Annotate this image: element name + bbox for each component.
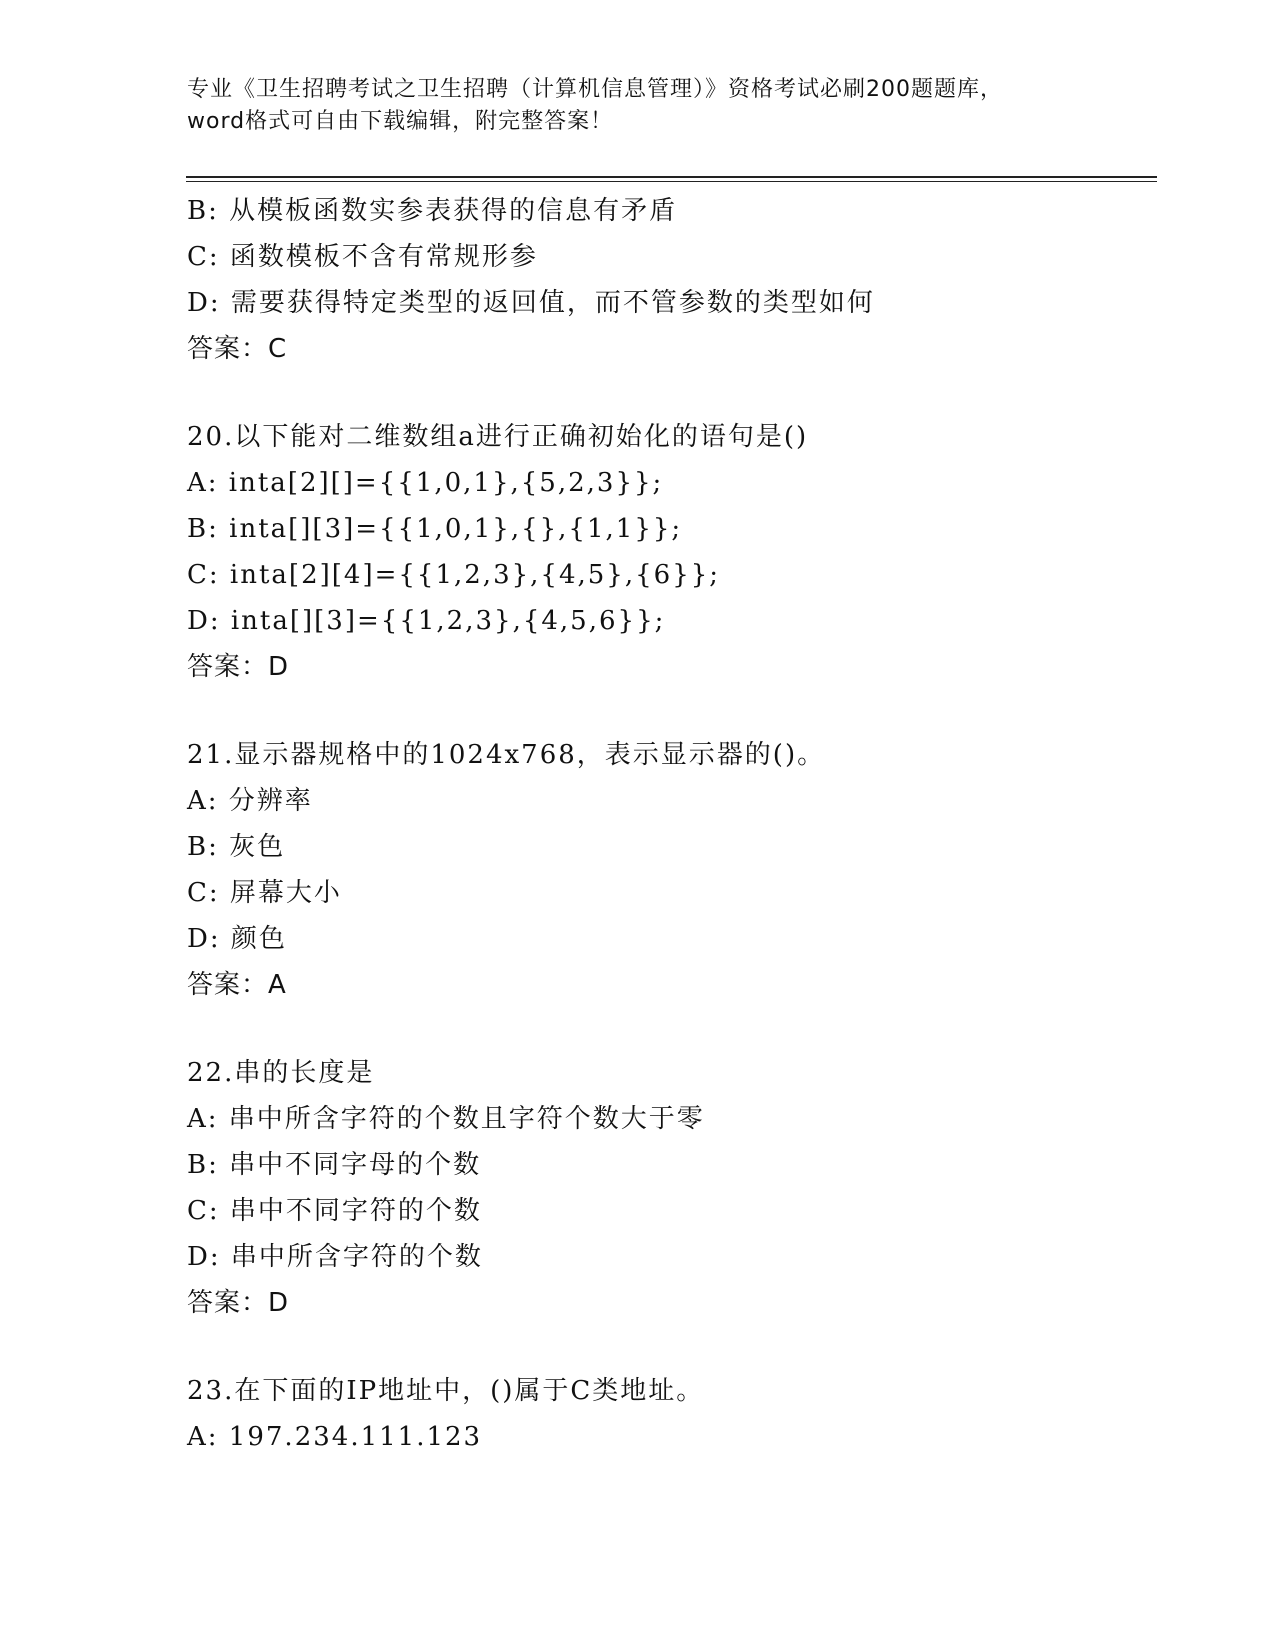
header-title-line-1: 专业《卫生招聘考试之卫生招聘（计算机信息管理）》资格考试必刷200题题库， xyxy=(187,77,1003,102)
q20-option-d: D: inta[][3]={{1,2,3},{4,5,6}}; xyxy=(187,606,666,636)
spacer xyxy=(187,1008,1147,1050)
q23-option-a: A: 197.234.111.123 xyxy=(187,1422,483,1452)
spacer xyxy=(187,1326,1147,1368)
q22-option-c: C: 串中不同字符的个数 xyxy=(187,1196,482,1226)
question-22 xyxy=(187,1050,1147,1326)
q20-answer: 答案：D xyxy=(187,652,290,682)
q21-option-c: C: 屏幕大小 xyxy=(187,878,342,908)
question-19-tail xyxy=(187,188,1147,372)
spacer xyxy=(187,372,1147,414)
q19-answer: 答案：C xyxy=(187,334,288,364)
spacer xyxy=(187,690,1147,732)
q21-stem: 21.显示器规格中的1024x768，表示显示器的()。 xyxy=(187,740,826,770)
q21-option-a: A: 分辨率 xyxy=(187,786,313,816)
q21-option-d: D: 颜色 xyxy=(187,924,287,954)
q22-option-d: D: 串中所含字符的个数 xyxy=(187,1242,483,1272)
question-23 xyxy=(187,1368,1147,1460)
q20-stem: 20.以下能对二维数组a进行正确初始化的语句是() xyxy=(187,422,809,452)
q20-option-a: A: inta[2][]={{1,0,1},{5,2,3}}; xyxy=(187,468,664,498)
q22-option-a: A: 串中所含字符的个数且字符个数大于零 xyxy=(187,1104,705,1134)
q19-option-b: B: 从模板函数实参表获得的信息有矛盾 xyxy=(187,196,678,226)
q20-option-b: B: inta[][3]={{1,0,1},{},{1,1}}; xyxy=(187,514,683,544)
question-20 xyxy=(187,414,1147,690)
q21-option-b: B: 灰色 xyxy=(187,832,286,862)
q22-stem: 22.串的长度是 xyxy=(187,1058,375,1088)
q23-stem: 23.在下面的IP地址中，()属于C类地址。 xyxy=(187,1376,705,1406)
q22-option-b: B: 串中不同字母的个数 xyxy=(187,1150,482,1180)
document-header xyxy=(187,74,1087,138)
header-divider xyxy=(186,176,1157,182)
q22-answer: 答案：D xyxy=(187,1288,290,1318)
q19-option-c: C: 函数模板不含有常规形参 xyxy=(187,242,538,272)
q19-option-d: D: 需要获得特定类型的返回值，而不管参数的类型如何 xyxy=(187,288,875,318)
q21-answer: 答案：A xyxy=(187,970,287,1000)
q20-option-c: C: inta[2][4]={{1,2,3},{4,5},{6}}; xyxy=(187,560,721,590)
header-title-line-2: word格式可自由下载编辑，附完整答案！ xyxy=(187,109,614,134)
question-21 xyxy=(187,732,1147,1008)
question-list xyxy=(187,188,1147,1460)
